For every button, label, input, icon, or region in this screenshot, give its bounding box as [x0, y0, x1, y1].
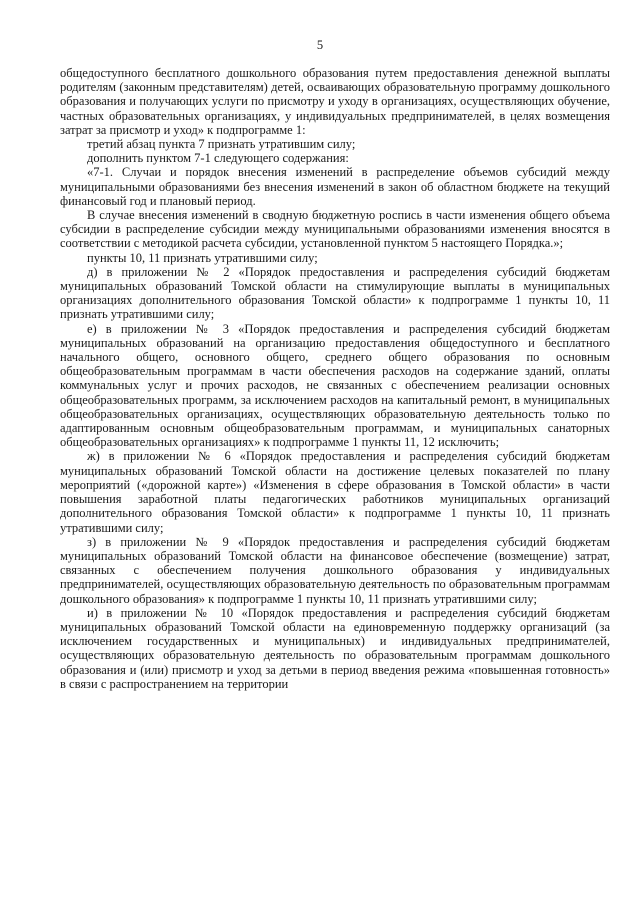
page-number: 5 [316, 38, 324, 52]
paragraph-item: В случае внесения изменений в сводную бюджетную роспись в части изменения общего объема субсидии в распределение субсидии между муниципальными образованиями изменения вносятся в соответствии с методикой расчета субсидии, установленной пунктом 5 настоящего Порядка.»; [60, 208, 610, 251]
paragraph-item: «7-1. Случаи и порядок внесения изменений в распределение объемов субсидий между муниципальными образованиями без внесения изменений в закон об областном бюджете на текущий финансовый год и плановый период. [60, 165, 610, 208]
document-body [60, 66, 610, 691]
paragraph-continuation: общедоступного бесплатного дошкольного образования путем предоставления денежной выплаты родителям (законным представителям) детей, осваивающих образовательную программу дошкольного образования и получающих услуги по присмотру и уходу в организациях, осуществляющих обучение, частных образовательных организациях, у индивидуальных предпринимателей, в целях возмещения затрат за присмотр и уход» к подпрограмме 1: [60, 66, 610, 137]
paragraph-item: ж) в приложении № 6 «Порядок предоставления и распределения субсидий бюджетам муниципальных образований Томской области на достижение целевых показателей по плану мероприятий («дорожной карте») «Изменения в сфере образования в Томской области» в части повышения заработной платы педагогических работников муниципальных организаций дополнительного образования Томской области» к подпрограмме 1 пункты 10, 11 признать утратившими силу; [60, 449, 610, 535]
paragraph-item: дополнить пунктом 7-1 следующего содержания: [87, 151, 349, 166]
paragraph-item: з) в приложении № 9 «Порядок предоставления и распределения субсидий бюджетам муниципальных образований Томской области на финансовое обеспечение (возмещение) затрат, связанных с обеспечением получения дошкольного образования у индивидуальных предпринимателей, осуществляющих образовательную деятельность по образовательным программам дошкольного образования» к подпрограмме 1 пункты 10, 11 признать утратившими силу; [60, 534, 610, 606]
paragraph-item: е) в приложении № 3 «Порядок предоставления и распределения субсидий бюджетам муниципальных образований на организацию предоставления общедоступного и бесплатного начального общего, основного общего, среднего общего образования по основным общеобразовательным программам в части обеспечения расходов на содержание зданий, оплаты коммунальных услуг и прочих расходов, не связанных с обеспечением реализации основных общеобразовательных программ, за исключением расходов на капитальный ремонт, в муниципальных общеобразовательных организациях, осуществляющих образовательную деятельность только по адаптированным основным общеобразовательным программам, и муниципальных санаторных общеобразовательных организациях» к подпрограмме 1 пункты 11, 12 исключить; [60, 321, 610, 450]
paragraph-item: и) в приложении № 10 «Порядок предоставления и распределения субсидий бюджетам муниципальных образований Томской области на единовременную поддержку организаций (за исключением государственных и муниципальных) и индивидуальных предпринимателей, осуществляющих образовательную деятельность по образовательным программам дошкольного образования и (или) присмотр и уход за детьми в период введения режима «повышенная готовность» в связи с распространением на территории [60, 605, 610, 691]
paragraph-item: пункты 10, 11 признать утратившими силу; [87, 250, 318, 265]
paragraph-item: третий абзац пункта 7 признать утратившим силу; [87, 137, 356, 152]
paragraph-item: д) в приложении № 2 «Порядок предоставления и распределения субсидий бюджетам муниципальных образований Томской области на стимулирующие выплаты в муниципальных организациях дополнительного образования Томской области» к подпрограмме 1 пункты 10, 11 признать утратившими силу; [60, 264, 610, 322]
